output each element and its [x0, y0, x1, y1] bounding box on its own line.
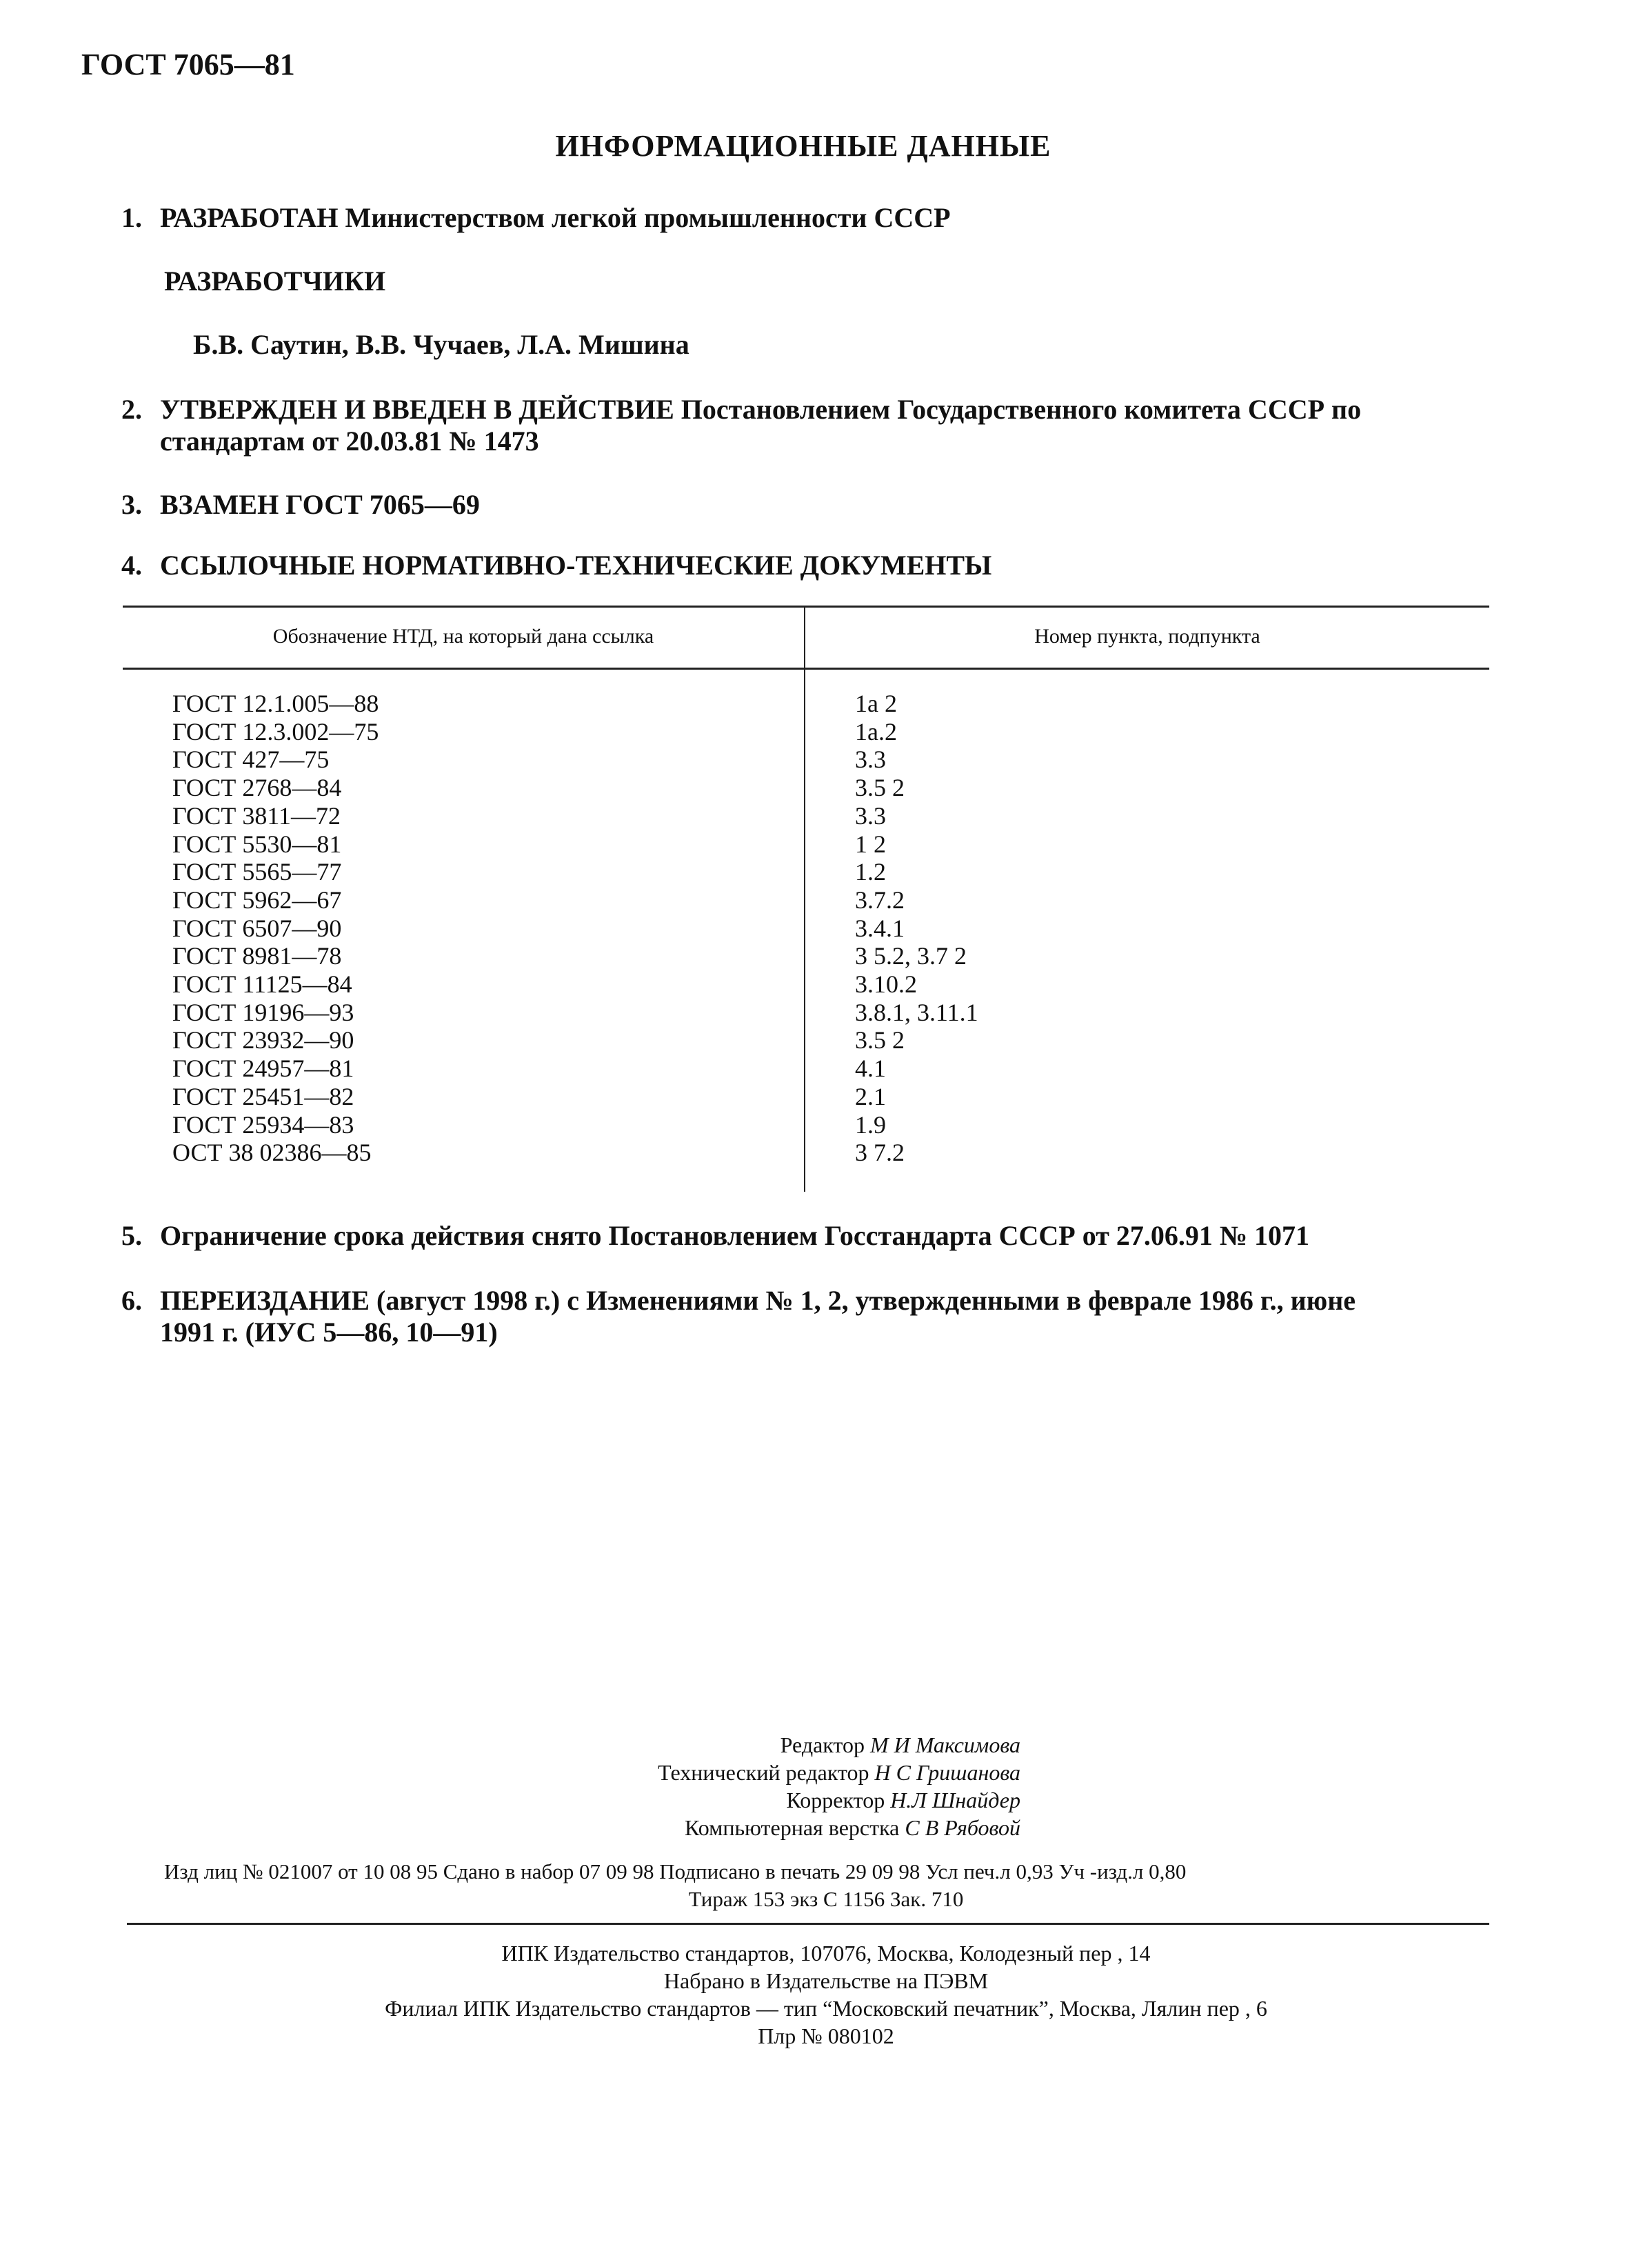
item-2-continuation: стандартам от 20.03.81 № 1473	[160, 426, 539, 457]
table-cell: ГОСТ 6507—90	[172, 914, 342, 942]
table-col1-header: Обозначение НТД, на который дана ссылка	[272, 625, 654, 648]
publisher-line-1: ИПК Издательство стандартов, 107076, Москва, Колодезный пер , 14	[501, 1941, 1151, 1966]
table-cell: 1а 2	[855, 690, 897, 717]
footer-rule	[127, 1923, 1489, 1925]
item-5: 5. Ограничение срока действия снято Постановлением Госстандарта СССР от 27.06.91 № 1071	[121, 1220, 1310, 1251]
table-cell: ГОСТ 8981—78	[172, 942, 342, 970]
item-1: 1. РАЗРАБОТАН Министерством легкой промышленности СССР	[121, 202, 951, 233]
item-1-text: Министерством легкой промышленности СССР	[338, 202, 951, 233]
table-cell: ГОСТ 12.3.002—75	[172, 717, 379, 746]
imprint-line-2: Тираж 153 экз С 1156 Зак. 710	[688, 1887, 964, 1911]
table-cell: 4.1	[855, 1054, 886, 1083]
table-cell: 3.7.2	[855, 886, 905, 914]
table-cell: 3.10.2	[855, 970, 917, 999]
table-cell: ГОСТ 5530—81	[172, 830, 342, 858]
item-6-continuation: 1991 г. (ИУС 5—86, 10—91)	[160, 1317, 498, 1348]
table-col1-values	[172, 690, 379, 1167]
table-cell: ГОСТ 3811—72	[172, 801, 341, 830]
item-3-text: ВЗАМЕН ГОСТ 7065—69	[160, 489, 480, 520]
table-cell: ГОСТ 25934—83	[172, 1110, 354, 1139]
table-cell: ГОСТ 23932—90	[172, 1026, 354, 1054]
publisher-line-4: Плр № 080102	[758, 2023, 894, 2048]
table-cell: ГОСТ 2768—84	[172, 774, 342, 802]
item-5-text: Ограничение срока действия снято Постановлением Госстандарта СССР от 27.06.91 № 1071	[160, 1220, 1310, 1251]
developers-names: Б.В. Саутин, В.В. Чучаев, Л.А. Мишина	[193, 329, 689, 360]
table-cell: ГОСТ 19196—93	[172, 998, 354, 1026]
table-cell: 1а.2	[855, 717, 897, 746]
table-cell: 1.2	[855, 858, 886, 886]
item-4-text: ССЫЛОЧНЫЕ НОРМАТИВНО-ТЕХНИЧЕСКИЕ ДОКУМЕНТЫ	[160, 550, 992, 581]
credits: Редактор М И Максимова Технический редактор Н С Гришанова Корректор Н.Л Шнайдер Компьютерная верстка С В Рябовой	[658, 1732, 1020, 1840]
table-cell: 2.1	[855, 1082, 886, 1110]
item-6-text: (август 1998 г.) с Изменениями № 1, 2, утвержденными в феврале 1986 г., июне	[370, 1285, 1356, 1316]
table-cell: 3 7.2	[855, 1139, 905, 1167]
table-cell: ГОСТ 427—75	[172, 746, 330, 774]
tech-editor-name: Н С Гришанова	[874, 1760, 1020, 1785]
table-column-divider	[804, 606, 805, 1192]
item-3: 3. ВЗАМЕН ГОСТ 7065—69	[121, 489, 480, 520]
table-header-rule	[123, 668, 1489, 670]
table-cell: ГОСТ 24957—81	[172, 1054, 354, 1083]
developers-label: РАЗРАБОТЧИКИ	[164, 266, 386, 297]
table-cell: 1.9	[855, 1110, 886, 1139]
table-cell: 3.3	[855, 801, 886, 830]
imprint-line-1: Изд лиц № 021007 от 10 08 95 Сдано в набор 07 09 98 Подписано в печать 29 09 98 Усл печ.л 0,93 Уч -изд.л 0,80	[164, 1859, 1187, 1883]
table-cell: 1 2	[855, 830, 886, 858]
table-col2-header: Номер пункта, подпункта	[1034, 625, 1260, 648]
item-2-lead: УТВЕРЖДЕН И ВВЕДЕН В ДЕЙСТВИЕ	[160, 394, 674, 425]
item-4: 4. ССЫЛОЧНЫЕ НОРМАТИВНО-ТЕХНИЧЕСКИЕ ДОКУМЕНТЫ	[121, 550, 992, 581]
table-cell: ГОСТ 5962—67	[172, 886, 342, 914]
publisher-line-3: Филиал ИПК Издательство стандартов — тип “Московский печатник”, Москва, Лялин пер , 6	[385, 1996, 1267, 2021]
table-cell: ГОСТ 5565—77	[172, 858, 342, 886]
item-2: 2. УТВЕРЖДЕН И ВВЕДЕН В ДЕЙСТВИЕ Постановлением Государственного комитета СССР по	[121, 394, 1362, 425]
table-cell: 3.5 2	[855, 1026, 905, 1054]
table-cell: ОСТ 38 02386—85	[172, 1139, 372, 1167]
table-top-rule	[123, 606, 1489, 608]
publisher-line-2: Набрано в Издательстве на ПЭВМ	[663, 1968, 989, 1993]
table-cell: 3 5.2, 3.7 2	[855, 942, 967, 970]
document-code: ГОСТ 7065—81	[81, 48, 295, 81]
page-title: ИНФОРМАЦИОННЫЕ ДАННЫЕ	[555, 129, 1051, 163]
corrector-name: Н.Л Шнайдер	[890, 1788, 1020, 1812]
table-cell: ГОСТ 12.1.005—88	[172, 690, 379, 717]
table-cell: 3.8.1, 3.11.1	[855, 998, 978, 1026]
table-cell: 3.4.1	[855, 914, 905, 942]
layout-name: С В Рябовой	[905, 1815, 1020, 1840]
item-6-lead: ПЕРЕИЗДАНИЕ	[160, 1285, 370, 1316]
editor-name: М И Максимова	[869, 1732, 1020, 1757]
table-cell: 3.5 2	[855, 774, 905, 802]
table-cell: ГОСТ 25451—82	[172, 1082, 354, 1110]
item-1-lead: РАЗРАБОТАН	[160, 202, 339, 233]
item-2-text: Постановлением Государственного комитета СССР по	[674, 394, 1362, 425]
table-col2-values	[855, 690, 978, 1167]
table-cell: 3.3	[855, 746, 886, 774]
item-6: 6. ПЕРЕИЗДАНИЕ (август 1998 г.) с Изменениями № 1, 2, утвержденными в феврале 1986 г., июне	[121, 1285, 1356, 1316]
table-cell: ГОСТ 11125—84	[172, 970, 352, 999]
